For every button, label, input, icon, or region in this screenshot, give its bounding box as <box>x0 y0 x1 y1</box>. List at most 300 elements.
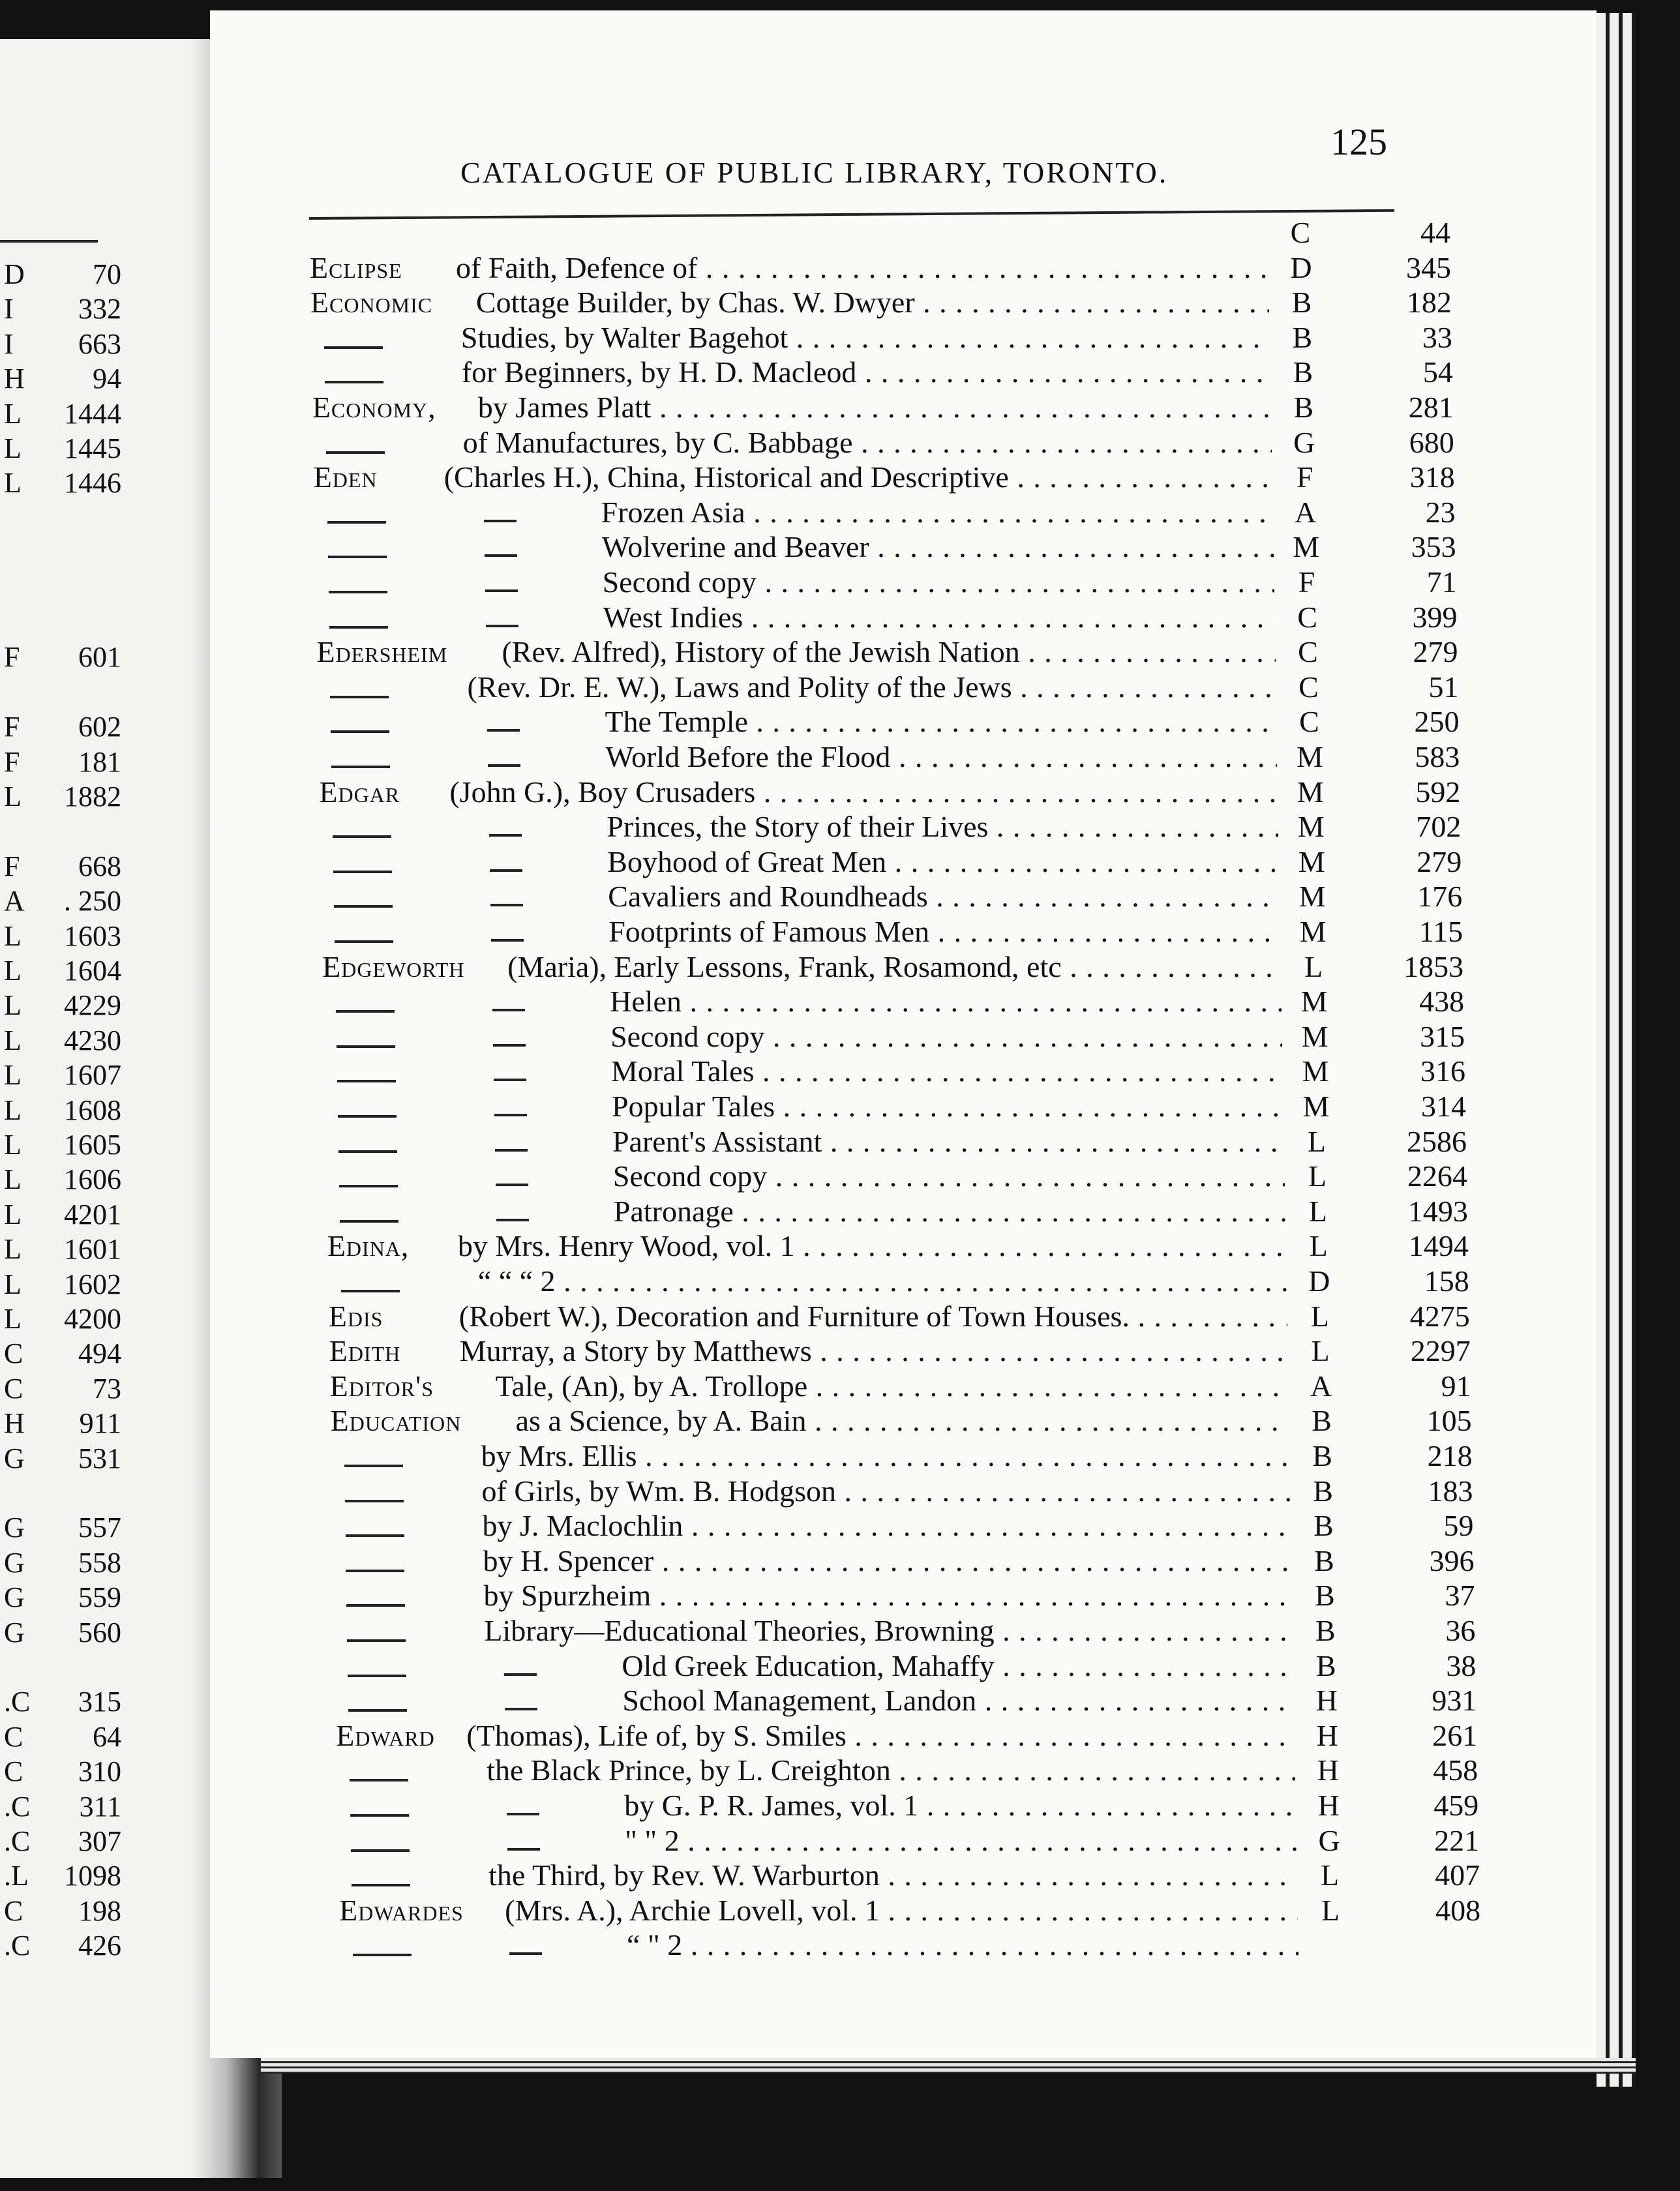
entry-title: (Charles H.), China, Historical and Descriptive . . . <box>444 460 1272 494</box>
entry-title: by Mrs. Ellis . . . <box>481 1438 1290 1473</box>
ditto-dash <box>348 1675 406 1677</box>
left-row-number: 70 <box>93 258 121 290</box>
entry-number: 38 <box>1446 1648 1477 1682</box>
left-row-class: D <box>4 258 25 290</box>
entry-class: D <box>1290 250 1312 284</box>
entry-class: B <box>1313 1509 1334 1543</box>
ditto-dash <box>507 1848 540 1851</box>
left-row-class: C <box>4 1372 23 1405</box>
entry-class: L <box>1321 1858 1340 1892</box>
ditto-dash <box>325 381 383 383</box>
catalogue-entry <box>316 600 1471 634</box>
left-row-class: G <box>4 1581 25 1614</box>
left-row-number: 4230 <box>64 1024 121 1056</box>
left-row-class: L <box>4 989 22 1022</box>
entry-number: 279 <box>1417 844 1462 878</box>
catalogue-entry <box>327 1194 1481 1229</box>
catalogue-entry <box>309 215 1463 250</box>
entry-heading: Edgar <box>319 775 400 809</box>
left-row-number: . 250 <box>64 885 121 917</box>
left-row-number: 315 <box>78 1686 121 1718</box>
entry-title: by Mrs. Henry Wood, vol. 1 . . . <box>458 1229 1286 1263</box>
catalogue-entry <box>338 1858 1493 1892</box>
catalogue-entry <box>317 634 1471 669</box>
ditto-dash <box>345 1500 404 1502</box>
catalogue-entry <box>310 285 1465 320</box>
catalogue-entry <box>326 1159 1480 1193</box>
entry-title: Parent's Assistant . . . <box>612 1124 1284 1159</box>
ditto-dash <box>494 1079 526 1081</box>
left-row-class: L <box>4 1129 22 1161</box>
entry-number: 396 <box>1429 1543 1475 1577</box>
left-row-number: 601 <box>78 641 121 674</box>
catalogue-entry <box>331 1438 1486 1473</box>
entry-number: 2264 <box>1407 1159 1467 1193</box>
left-row-class: C <box>4 1755 23 1788</box>
left-row-number: 94 <box>93 363 121 395</box>
entry-class: L <box>1310 1299 1329 1333</box>
catalogue-entry <box>333 1578 1488 1613</box>
entry-class: B <box>1314 1543 1334 1577</box>
page-number: 125 <box>1330 121 1387 163</box>
ditto-dash <box>333 835 391 838</box>
entry-class: B <box>1293 391 1314 424</box>
left-row-class: L <box>4 1233 22 1266</box>
left-row-class: L <box>4 919 22 952</box>
catalogue-entry <box>333 1543 1487 1578</box>
entry-number: 250 <box>1414 705 1460 739</box>
entry-title: Second copy . . . <box>603 565 1274 599</box>
left-row-class: F <box>4 745 20 778</box>
entry-number: 218 <box>1427 1439 1473 1472</box>
left-row-number: 1444 <box>64 397 121 430</box>
entry-number: 71 <box>1426 565 1457 599</box>
page-title: CATALOGUE OF PUBLIC LIBRARY, TORONTO. <box>460 156 1169 189</box>
entry-class: B <box>1315 1614 1336 1647</box>
left-row-number: 1604 <box>64 955 121 987</box>
left-row-class: G <box>4 1512 25 1544</box>
left-row-class: .C <box>4 1825 31 1857</box>
entry-class: F <box>1296 460 1313 494</box>
entry-number: 51 <box>1428 670 1459 704</box>
entry-number: 23 <box>1425 495 1456 529</box>
entry-title: Studies, by Walter Bagehot . . . <box>461 320 1270 355</box>
left-row-number: 531 <box>78 1442 121 1474</box>
entry-class: M <box>1293 530 1320 564</box>
ditto-dash <box>351 1849 410 1852</box>
entry-heading: Economy, <box>312 391 436 424</box>
entry-title: Frozen Asia . . . <box>601 495 1273 529</box>
catalogue-entry <box>323 1019 1478 1054</box>
ditto-dash <box>493 1044 526 1047</box>
left-row-class: G <box>4 1616 25 1648</box>
entry-class: C <box>1290 216 1311 249</box>
entry-heading: Edward <box>336 1718 435 1752</box>
catalogue-entry <box>335 1683 1490 1718</box>
left-row-number: 1608 <box>64 1094 121 1126</box>
entry-title: Second copy . . . <box>610 1019 1282 1054</box>
entry-number: 458 <box>1433 1753 1478 1787</box>
entry-class: M <box>1302 1090 1330 1123</box>
ditto-dash <box>491 939 524 942</box>
left-row-class: I <box>4 293 14 325</box>
ditto-dash <box>504 1673 537 1676</box>
left-row-number: 1446 <box>64 467 121 499</box>
entry-title: Helen . . . <box>610 984 1282 1019</box>
entry-number: 345 <box>1405 250 1451 284</box>
entry-heading: Edis <box>328 1299 383 1333</box>
left-row-class: L <box>4 1268 22 1300</box>
ditto-dash <box>494 1114 527 1116</box>
left-row-number: 557 <box>78 1512 121 1544</box>
catalogue-entry <box>334 1613 1488 1648</box>
catalogue-entry <box>311 320 1465 355</box>
entry-title: of Manufactures, by C. Babbage . . . <box>463 425 1272 460</box>
ditto-dash <box>346 1604 405 1607</box>
ditto-dash <box>496 1184 528 1186</box>
catalogue-entry <box>327 1229 1482 1263</box>
left-row-number: 494 <box>78 1337 121 1370</box>
entry-class: B <box>1293 355 1313 389</box>
ditto-dash <box>505 1708 537 1710</box>
left-row-number: 1601 <box>64 1233 121 1266</box>
ditto-dash <box>350 1814 409 1817</box>
left-row-class: A <box>4 885 25 917</box>
ditto-dash <box>340 1220 398 1223</box>
entry-class: C <box>1297 600 1317 634</box>
ditto-dash <box>339 1185 398 1187</box>
entry-heading: Economic <box>310 286 433 320</box>
entry-heading: Edwardes <box>339 1893 464 1927</box>
left-row-class: L <box>4 781 22 812</box>
left-row-class: L <box>4 397 22 430</box>
entry-class: L <box>1311 1334 1330 1368</box>
entry-class: B <box>1312 1404 1332 1438</box>
entry-class: M <box>1298 880 1326 914</box>
entry-class: C <box>1298 670 1319 704</box>
ditto-dash <box>492 1009 525 1011</box>
entry-title: (Rev. Dr. E. W.), Laws and Polity of the Jews . . . <box>467 670 1276 704</box>
catalogue-entry <box>320 844 1475 879</box>
left-row-number: 4229 <box>64 989 121 1022</box>
entry-number: 459 <box>1433 1789 1479 1822</box>
left-row-number: 558 <box>78 1546 121 1579</box>
ditto-dash <box>509 1952 542 1955</box>
entry-number: 1494 <box>1408 1229 1469 1263</box>
entry-number: 33 <box>1422 320 1452 354</box>
left-row-number: 64 <box>93 1720 121 1753</box>
catalogue-entry <box>320 809 1474 844</box>
ditto-dash <box>350 1779 408 1781</box>
ditto-dash <box>328 556 387 558</box>
entry-class: B <box>1292 320 1313 354</box>
entry-title: (Maria), Early Lessons, Frank, Rosamond, etc . . . <box>507 949 1281 984</box>
ditto-dash <box>495 1149 528 1152</box>
left-row-class: H <box>4 363 25 395</box>
ditto-dash <box>337 1045 395 1048</box>
catalogue-entry <box>329 1334 1484 1368</box>
entry-number: 1853 <box>1403 949 1464 983</box>
catalogue-entry <box>318 704 1472 739</box>
left-row-class: .L <box>4 1860 29 1892</box>
entry-heading: Eclipse <box>309 250 402 284</box>
catalogue-entry <box>333 1508 1487 1543</box>
entry-title: by G. P. R. James, vol. 1 . . . <box>624 1788 1296 1823</box>
entry-class: M <box>1299 915 1327 948</box>
entry-title: by James Platt . . . <box>478 390 1271 425</box>
entry-number: 2297 <box>1410 1334 1471 1368</box>
left-row-number: 311 <box>79 1790 121 1823</box>
catalogue-entry <box>332 1474 1486 1508</box>
entry-number: 407 <box>1435 1858 1480 1892</box>
entry-number: 702 <box>1416 810 1462 844</box>
entry-title: West Indies . . . <box>603 600 1275 634</box>
entry-number: 318 <box>1409 460 1455 494</box>
entry-number: 281 <box>1408 391 1454 424</box>
catalogue-entry <box>329 1299 1483 1334</box>
left-row-number: 663 <box>78 327 121 360</box>
entry-number: 1493 <box>1407 1194 1468 1228</box>
ditto-dash <box>352 1884 410 1886</box>
entry-class: M <box>1297 775 1324 809</box>
ditto-dash <box>347 1639 406 1642</box>
entry-class: B <box>1312 1439 1332 1472</box>
entry-class: L <box>1309 1229 1328 1263</box>
entry-heading: Editor's <box>329 1369 434 1403</box>
catalogue-entry <box>331 1403 1485 1438</box>
left-row-class: G <box>4 1546 25 1579</box>
catalogue-entry <box>319 775 1473 809</box>
entry-class: A <box>1310 1369 1332 1403</box>
ditto-dash <box>487 729 520 732</box>
catalogue-entry <box>337 1788 1492 1823</box>
entry-class: L <box>1308 1159 1327 1193</box>
ditto-dash <box>330 696 389 698</box>
ditto-dash <box>485 589 518 592</box>
ditto-dash <box>496 1219 529 1221</box>
catalogue-entry <box>315 529 1469 564</box>
catalogue-entry <box>317 670 1471 704</box>
catalogue-entry <box>316 565 1470 599</box>
catalogue-entry <box>336 1718 1490 1753</box>
entry-title: Tale, (An), by A. Trollope . . . <box>496 1369 1289 1403</box>
entry-class: B <box>1291 286 1312 320</box>
left-row-number: 559 <box>78 1581 121 1614</box>
entry-title: Footprints of Famous Men . . . <box>608 914 1280 949</box>
ditto-dash <box>484 520 517 522</box>
left-row-class: H <box>4 1407 25 1440</box>
entry-number: 315 <box>1420 1019 1465 1053</box>
left-row-number: 911 <box>79 1407 121 1440</box>
entry-title: Boyhood of Great Men . . . <box>607 844 1279 879</box>
entry-title: of Girls, by Wm. B. Hodgson . . . <box>482 1474 1291 1508</box>
entry-title: Patronage . . . <box>614 1194 1285 1229</box>
catalogue-entry <box>314 460 1468 494</box>
ditto-dash <box>324 346 383 349</box>
entry-heading: Eden <box>313 460 378 494</box>
catalogue-entry <box>335 1648 1489 1683</box>
catalogue-entry <box>322 914 1476 949</box>
entry-heading: Edgeworth <box>322 949 465 983</box>
left-row-class: C <box>4 1337 23 1370</box>
entry-class: M <box>1301 1019 1328 1053</box>
catalogue-entry <box>325 1089 1479 1124</box>
ditto-dash <box>490 869 522 872</box>
catalogue-entry <box>337 1753 1491 1787</box>
left-row-number: 560 <box>78 1616 121 1648</box>
left-row-number: 198 <box>78 1894 121 1927</box>
entry-class: M <box>1300 985 1328 1019</box>
entry-number: 399 <box>1412 600 1458 634</box>
ditto-dash <box>348 1709 407 1712</box>
entry-heading: Edersheim <box>316 635 448 669</box>
entry-number: 221 <box>1434 1823 1480 1857</box>
entry-title: World Before the Flood . . . <box>605 739 1277 774</box>
entry-title: for Beginners, by H. D. Macleod . . . <box>462 355 1270 389</box>
entry-heading: Education <box>330 1404 462 1438</box>
entry-class: L <box>1321 1893 1340 1927</box>
ditto-dash <box>346 1534 404 1537</box>
left-row-class: L <box>4 432 22 464</box>
entry-number: 105 <box>1426 1404 1472 1438</box>
ditto-dash <box>488 764 520 767</box>
entry-number: 680 <box>1409 425 1454 459</box>
left-row-number: 1602 <box>64 1268 121 1300</box>
entry-title: (Thomas), Life of, by S. Smiles . . . <box>466 1718 1295 1753</box>
entry-title: the Third, by Rev. W. Warburton . . . <box>488 1858 1297 1892</box>
left-row-class: G <box>4 1442 25 1474</box>
left-row-class: .C <box>4 1930 31 1962</box>
entry-number: 44 <box>1420 216 1450 249</box>
left-row-number: 307 <box>78 1825 121 1857</box>
entry-number: 583 <box>1415 740 1460 773</box>
left-row-number: 73 <box>93 1372 121 1405</box>
entry-heading: Edith <box>329 1334 401 1368</box>
left-row-number: 181 <box>78 745 121 778</box>
entry-number: 316 <box>1420 1054 1466 1088</box>
entry-number: 59 <box>1443 1509 1474 1543</box>
ditto-dash <box>329 626 388 629</box>
entry-class: H <box>1317 1789 1340 1822</box>
entry-title: Old Greek Education, Mahaffy . . . <box>622 1648 1293 1683</box>
entry-class: C <box>1299 705 1319 739</box>
entry-class: F <box>1298 565 1315 599</box>
left-row-number: 4200 <box>64 1303 121 1335</box>
entry-class: M <box>1296 740 1323 773</box>
left-row-class: L <box>4 1198 22 1230</box>
entry-title: “ " 2 . . . <box>627 1928 1298 1962</box>
entry-title: as a Science, by A. Bain . . . <box>516 1403 1289 1438</box>
left-row-number: 1603 <box>64 919 121 952</box>
ditto-dash <box>336 1010 395 1013</box>
entry-class: L <box>1304 949 1323 983</box>
left-row-class: F <box>4 641 20 674</box>
entry-class: G <box>1293 425 1315 459</box>
catalogue-entry <box>314 495 1469 529</box>
entry-title: Wolverine and Beaver . . . <box>602 529 1274 564</box>
entry-title: School Management, Landon . . . <box>622 1683 1294 1718</box>
entry-number: 182 <box>1406 286 1452 320</box>
entry-title: by H. Spencer . . . <box>483 1543 1291 1578</box>
ditto-dash <box>331 730 389 733</box>
left-row-class: C <box>4 1720 23 1753</box>
entry-title: Second copy . . . <box>613 1159 1285 1193</box>
entry-title: the Black Prince, by L. Creighton . . . <box>487 1753 1295 1787</box>
entry-class: L <box>1307 1124 1326 1158</box>
left-row-number: 1605 <box>64 1129 121 1161</box>
left-row-class: L <box>4 1024 22 1056</box>
left-row-class: L <box>4 1094 22 1126</box>
entry-number: 438 <box>1419 985 1465 1019</box>
left-row-number: 668 <box>78 850 121 882</box>
catalogue-entry <box>312 355 1466 389</box>
entry-class: C <box>1298 635 1318 669</box>
left-row-class: L <box>4 1163 22 1196</box>
ditto-dash <box>338 1115 397 1118</box>
entry-title: The Temple . . . <box>605 704 1276 739</box>
catalogue-entry <box>321 879 1475 914</box>
entry-class: B <box>1315 1579 1335 1613</box>
ditto-dash <box>485 554 517 557</box>
ditto-dash <box>507 1813 539 1815</box>
catalogue-entry <box>312 390 1467 425</box>
entry-title: “ “ “ 2 . . . <box>478 1264 1287 1298</box>
catalogue-entry <box>318 739 1473 774</box>
left-row-class: F <box>4 711 20 743</box>
left-row-number: 1606 <box>64 1163 121 1196</box>
entry-class: M <box>1298 844 1325 878</box>
entry-number: 115 <box>1418 915 1463 948</box>
left-row-number: 426 <box>78 1930 121 1962</box>
entry-number: 91 <box>1441 1369 1471 1403</box>
entry-title: Moral Tales . . . <box>611 1054 1283 1088</box>
left-row-class: C <box>4 1894 23 1927</box>
left-row-class: L <box>4 467 22 499</box>
entry-title: Cottage Builder, by Chas. W. Dwyer . . . <box>476 285 1269 320</box>
ditto-dash <box>326 451 385 454</box>
entry-heading: Edina, <box>327 1229 410 1263</box>
entry-number: 176 <box>1417 880 1463 914</box>
entry-class: M <box>1297 810 1325 844</box>
ditto-dash <box>334 905 393 908</box>
left-row-number: 1607 <box>64 1059 121 1092</box>
ditto-dash <box>337 1080 396 1082</box>
entry-number: 37 <box>1445 1579 1475 1613</box>
left-row-number: 1445 <box>64 432 121 464</box>
entry-title: Cavaliers and Roundheads . . . <box>608 879 1280 914</box>
entry-class: L <box>1308 1194 1327 1228</box>
ditto-dash <box>341 1290 400 1292</box>
ditto-dash <box>333 871 392 873</box>
entry-number: 183 <box>1428 1474 1473 1508</box>
catalogue-entry <box>310 250 1464 285</box>
entry-number: 36 <box>1445 1614 1476 1647</box>
catalogue-entry <box>328 1264 1482 1298</box>
entry-class: M <box>1302 1054 1329 1088</box>
entry-title: (Robert W.), Decoration and Furniture of Town Houses. . . . <box>459 1299 1287 1334</box>
catalogue-entry <box>322 949 1477 984</box>
entry-title: by Spurzheim . . . <box>483 1578 1292 1613</box>
entry-class: H <box>1316 1718 1338 1752</box>
entry-title: Library—Educational Theories, Browning . . . <box>484 1613 1293 1648</box>
entry-number: 279 <box>1413 635 1458 669</box>
entry-title: by J. Maclochlin . . . <box>483 1508 1291 1543</box>
left-row-class: L <box>4 1303 22 1335</box>
entry-title: (John G.), Boy Crusaders . . . <box>449 775 1278 809</box>
left-row-number: 1098 <box>64 1860 121 1892</box>
entry-class: H <box>1317 1753 1339 1787</box>
left-row-number: 4201 <box>64 1198 121 1230</box>
